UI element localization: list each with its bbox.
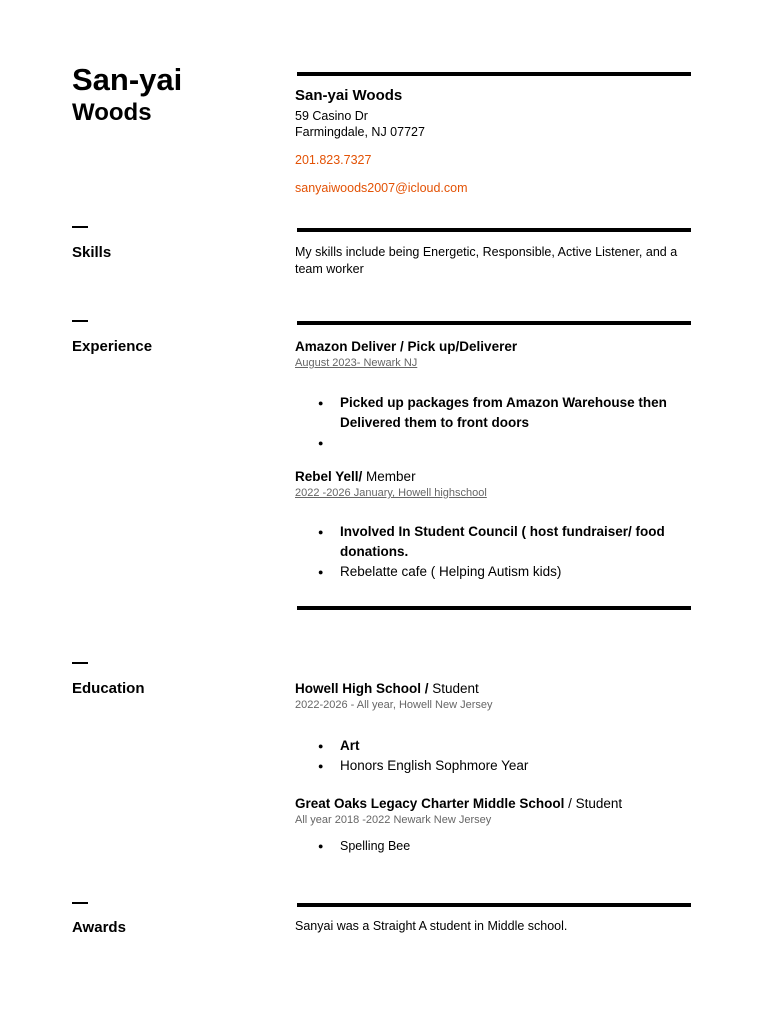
list-item: ● Spelling Bee (295, 836, 695, 856)
contact-block (295, 86, 695, 196)
divider-rule (297, 228, 691, 232)
email-link[interactable]: sanyaiwoods2007@icloud.com (295, 181, 468, 195)
awards-text: Sanyai was a Straight A student in Middle school. (295, 919, 568, 933)
school-title: Great Oaks Legacy Charter Middle School / Student (295, 796, 623, 811)
job-title: Rebel Yell/ Member (295, 469, 416, 484)
education-bullets (295, 736, 695, 776)
divider-rule (297, 321, 691, 325)
list-item: ● Rebelatte cafe ( Helping Autism kids) (295, 562, 675, 582)
section-dash (72, 662, 88, 664)
section-title-experience: Experience (72, 338, 153, 355)
list-item: ● Picked up packages from Amazon Warehouse then Delivered them to front doors (295, 393, 675, 433)
section-title-awards: Awards (72, 919, 126, 936)
divider-rule (297, 606, 691, 610)
section-title-education: Education (72, 680, 145, 697)
phone-number[interactable]: 201.823.7327 (295, 153, 372, 167)
list-item (295, 433, 675, 453)
divider-rule (297, 903, 691, 907)
school-meta: All year 2018 -2022 Newark New Jersey (295, 814, 492, 826)
list-item: ● Honors English Sophmore Year (295, 756, 695, 776)
list-item: ● Art (295, 736, 695, 756)
section-dash (72, 226, 88, 228)
job-meta: 2022 -2026 January, Howell highschool (295, 487, 487, 499)
school-meta: 2022-2026 - All year, Howell New Jersey (295, 699, 493, 711)
experience-entry (295, 468, 695, 500)
education-entry (295, 680, 695, 712)
divider-rule (297, 72, 691, 76)
contact-name: San-yai Woods (295, 87, 403, 104)
address-line-1: 59 Casino Dr (295, 109, 368, 123)
last-name: Woods (72, 99, 152, 126)
address-line-2: Farmingdale, NJ 07727 (295, 125, 425, 139)
education-bullets (295, 836, 695, 856)
section-title-skills: Skills (72, 244, 112, 261)
section-dash (72, 902, 88, 904)
job-meta: August 2023- Newark NJ (295, 357, 418, 369)
list-item: ● Involved In Student Council ( host fundraiser/ food donations. (295, 522, 675, 562)
first-name: San-yai (72, 62, 183, 97)
experience-bullets (295, 522, 675, 582)
job-title: Amazon Deliver / Pick up/Deliverer (295, 339, 518, 354)
experience-bullets (295, 393, 675, 453)
experience-entry (295, 338, 695, 370)
skills-text: My skills include being Energetic, Responsible, Active Listener, and a team worker (295, 245, 678, 276)
section-dash (72, 320, 88, 322)
school-title: Howell High School / Student (295, 681, 479, 696)
education-entry (295, 795, 695, 827)
